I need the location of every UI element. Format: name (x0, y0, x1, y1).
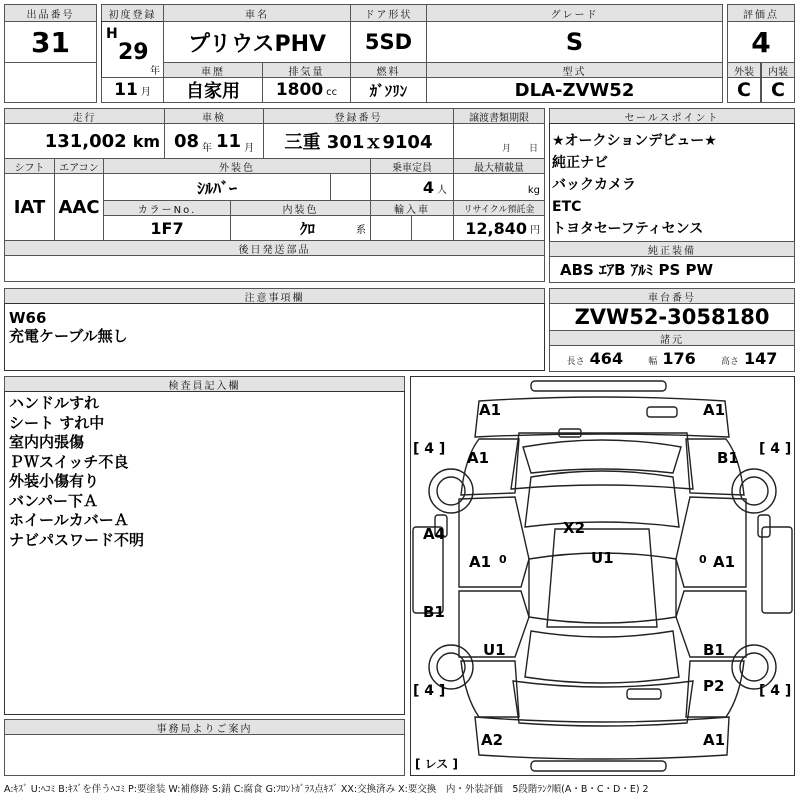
later-parts (4, 255, 545, 282)
recycle-label: リサイクル預託金 (453, 200, 545, 216)
sales-points-label: セールスポイント (549, 108, 795, 124)
inspector-list (9, 394, 144, 550)
damage-door-left-edge: A4 (423, 525, 446, 543)
recycle-cell (453, 215, 545, 241)
model-label: 型式 (426, 62, 723, 78)
sales-points-box (549, 123, 795, 242)
later-parts-label: 後日発送部品 (4, 240, 545, 256)
tire-rear-left: [ 4 ] (413, 683, 446, 699)
model: DLA-ZVW52 (426, 77, 723, 103)
tire-fl-value: 4 (424, 441, 435, 457)
spare-tire: [ レス ] (415, 757, 458, 771)
legend: A:ｷｽﾞ U:ﾍｺﾐ B:ｷｽﾞを伴うﾍｺﾐ P:要塗装 W:補修跡 S:錆 C:腐食 G:ﾌﾛﾝﾄｶﾞﾗｽ点ｷｽﾞ XX:交換済み X:要交換 内・外装評価 5段階ﾗﾝｸ順(A・B・C・D・E) 2 (4, 784, 649, 795)
displacement-cell (262, 77, 351, 103)
door-label: ドア形状 (350, 4, 427, 22)
score-label: 評価点 (727, 4, 795, 22)
capacity-label: 乗車定員 (370, 158, 454, 174)
plate: 三重 301ｘ9104 (263, 123, 454, 159)
spec-width-group (648, 349, 696, 368)
import-a (370, 215, 412, 241)
inspector-box (4, 391, 405, 715)
tire-front-left: [ 4 ] (413, 441, 446, 457)
transfer-label: 譲渡書類期限 (453, 108, 545, 124)
load-unit: kg (527, 185, 540, 196)
insp-year-unit: 年 (202, 143, 212, 154)
plate-label: 登録番号 (263, 108, 454, 124)
reg-year-unit: 年 (150, 66, 160, 77)
color-no: 1F7 (103, 215, 231, 241)
spec-width-label: 幅 (648, 357, 658, 367)
sales-point-item: バックカメラ (552, 177, 636, 193)
genuine-equipment: ABS ｴｱB ｱﾙﾐ PS PW (549, 256, 795, 283)
car-diagram (410, 376, 795, 776)
chassis-label: 車台番号 (549, 288, 795, 304)
sales-point-item: 純正ナビ (552, 155, 608, 171)
mileage-unit: km (132, 131, 160, 151)
fuel-label: 燃料 (350, 62, 427, 78)
fuel: ｶﾞｿﾘﾝ (350, 77, 427, 103)
damage-rear-right: B1 (703, 641, 725, 659)
transfer-day-unit: 日 (528, 144, 538, 154)
reg-month: 11 (114, 80, 138, 100)
damage-sill-left: B1 (423, 603, 445, 621)
import-b (411, 215, 454, 241)
insp-month: 11 (216, 130, 242, 152)
car-name: プリウスPHV (163, 21, 351, 63)
inspector-line: 室内内張傷 (9, 433, 85, 451)
reg-year: 29 (118, 40, 149, 65)
inspector-label: 検査員記入欄 (4, 376, 405, 392)
spec-height-group (721, 349, 778, 368)
color: ｼﾙﾊﾞｰ (103, 173, 331, 201)
recycle: 12,840 (465, 218, 527, 238)
era: H (106, 26, 118, 42)
spec-height-label: 高さ (720, 357, 739, 367)
spare-value: レス (424, 757, 449, 771)
damage-rear-left: U1 (483, 641, 506, 659)
inspector-line: シート すれ中 (9, 413, 105, 432)
damage-back-right: A1 (703, 731, 726, 749)
interior-label: 内装 (761, 62, 795, 78)
inspector-line: バンパー下Ａ (9, 491, 98, 510)
spec-length-label: 長さ (566, 357, 585, 367)
capacity: 4 (422, 177, 434, 197)
load-cell (453, 173, 545, 201)
door-type: 5SD (350, 21, 427, 63)
first-reg-label: 初度登録 (101, 4, 164, 22)
mileage-label: 走行 (4, 108, 165, 124)
damage-front-right: A1 (703, 401, 726, 419)
interior-grade: C (761, 77, 795, 103)
pillar-right-mark: 0 (699, 553, 707, 566)
exterior-label: 外装 (727, 62, 761, 78)
inspection-label: 車検 (164, 108, 264, 124)
shift-label: シフト (4, 158, 55, 174)
spec-height: 147 (743, 349, 778, 368)
displacement-unit: cc (326, 87, 338, 98)
interior-color-unit: 系 (356, 225, 366, 236)
mileage: 131,002 (44, 130, 127, 152)
damage-center: U1 (591, 549, 614, 567)
office-label: 事務局よりご案内 (4, 719, 405, 735)
ac: AAC (54, 173, 104, 241)
spec-row (549, 345, 795, 372)
interior-color-cell (230, 215, 371, 241)
interior-color: ｸﾛ (299, 219, 315, 238)
notes-label: 注意事項欄 (4, 288, 545, 304)
mileage-cell (4, 123, 165, 159)
capacity-unit: 人 (437, 185, 447, 196)
notes-list (9, 309, 128, 345)
damage-door-right: A1 (713, 553, 736, 571)
tire-front-right: [ 4 ] (759, 441, 792, 457)
history: 自家用 (163, 77, 263, 103)
spec-length: 464 (589, 349, 624, 368)
damage-roof: X2 (563, 519, 586, 537)
tire-rear-right: [ 4 ] (759, 683, 792, 699)
color-extra (330, 173, 371, 201)
lot-blank (4, 62, 97, 103)
tire-rr-value: 4 (770, 683, 781, 699)
insp-month-unit: 月 (244, 143, 255, 154)
displacement-label: 排気量 (262, 62, 351, 78)
spec-width: 176 (662, 349, 696, 368)
history-label: 車歴 (163, 62, 263, 78)
sales-points-list (552, 130, 717, 240)
damage-door-left: A1 (469, 553, 492, 571)
reg-month-cell (101, 77, 164, 103)
note-line: 充電ケーブル無し (9, 327, 128, 345)
damage-fender-right: B1 (717, 449, 739, 467)
ac-label: エアコン (54, 158, 104, 174)
transfer-cell (453, 123, 545, 159)
shift: IAT (4, 173, 55, 241)
chassis-number: ZVW52-3058180 (549, 303, 795, 331)
color-label: 外装色 (103, 158, 371, 174)
spec-length-group (567, 349, 624, 368)
sales-point-item: ★オークションデビュー★ (552, 133, 717, 149)
grade: S (426, 21, 723, 63)
reg-month-unit: 月 (140, 87, 151, 98)
damage-fender-left: A1 (467, 449, 490, 467)
interior-color-label: 内装色 (230, 200, 371, 216)
genuine-label: 純正装備 (549, 241, 795, 257)
damage-rear-right-2: P2 (703, 677, 725, 695)
sales-point-item: トヨタセーフティセンス (552, 221, 704, 237)
spec-label: 諸元 (549, 330, 795, 346)
displacement: 1800 (275, 80, 324, 100)
inspector-line: ホイールカバーＡ (9, 511, 129, 529)
lot-label: 出品番号 (4, 4, 97, 22)
exterior-grade: C (727, 77, 761, 103)
inspection-cell (164, 123, 264, 159)
load-label: 最大積載量 (453, 158, 545, 174)
first-reg-box (101, 21, 164, 78)
tire-fr-value: 4 (770, 441, 781, 457)
car-outline (411, 377, 794, 775)
score: 4 (727, 21, 795, 63)
grade-label: グレード (426, 4, 723, 22)
inspector-line: ハンドルすれ (9, 394, 100, 412)
lot-number: 31 (4, 21, 97, 63)
pillar-left-mark: 0 (499, 553, 507, 566)
sales-point-item: ETC (552, 199, 582, 215)
damage-front-left: A1 (479, 401, 502, 419)
inspector-line: ナビパスワード不明 (9, 530, 145, 549)
inspector-line: 外装小傷有り (9, 472, 100, 490)
color-no-label: カラーNo. (103, 200, 231, 216)
recycle-unit: 円 (530, 225, 540, 236)
transfer-month-unit: 月 (501, 144, 511, 154)
capacity-cell (370, 173, 454, 201)
office-box (4, 734, 405, 776)
insp-year: 08 (173, 130, 199, 152)
tire-rl-value: 4 (424, 683, 435, 699)
car-name-label: 車名 (163, 4, 351, 22)
note-line: W66 (9, 309, 47, 327)
inspector-line: ＰＷスイッチ不良 (9, 452, 129, 471)
notes-box (4, 303, 545, 371)
damage-back-left: A2 (481, 731, 504, 749)
import-label: 輸入車 (370, 200, 454, 216)
